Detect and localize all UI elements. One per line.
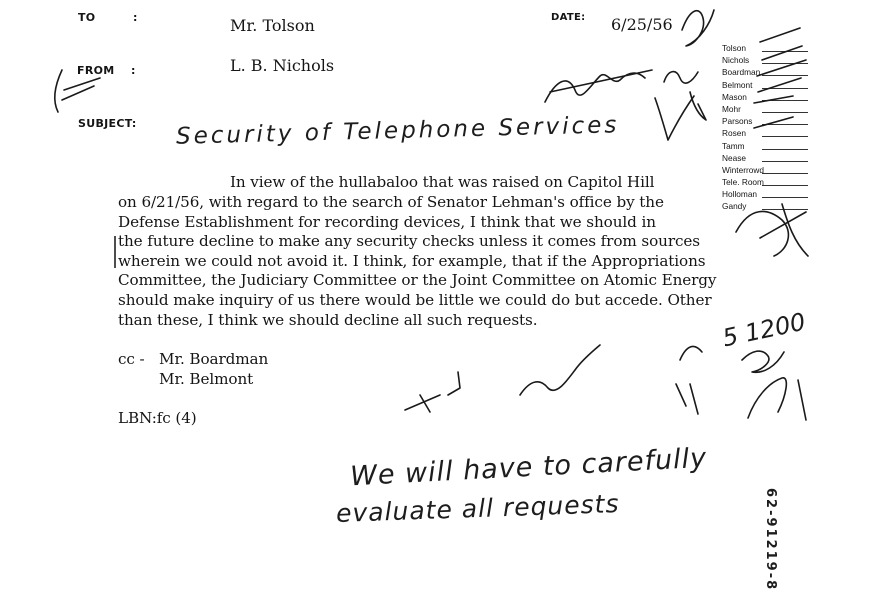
to-colon: :: [133, 11, 138, 24]
routing-item: Mohr: [722, 104, 812, 116]
subject-value: Security of Telephone Services: [175, 112, 620, 150]
cc-recipient: Mr. Boardman: [159, 350, 269, 368]
margin-mark: [55, 70, 62, 112]
body-line-6: Committee, the Judiciary Committee or the Joint Committee on Atomic Energy: [118, 271, 717, 289]
body-line-3: Defense Establishment for recording devices, I think that we should in: [118, 213, 656, 231]
routing-item: Nichols: [722, 55, 812, 67]
routing-item: Winterrowd: [722, 165, 812, 177]
routing-item: Gandy: [722, 201, 812, 213]
from-colon: :: [131, 64, 136, 77]
subject-label: SUBJECT:: [78, 117, 137, 130]
routing-item: Mason: [722, 92, 812, 104]
body-line-2: on 6/21/56, with regard to the search of Senator Lehman's office by the: [118, 193, 664, 211]
routing-item: Holloman: [722, 189, 812, 201]
date-initials: [682, 10, 714, 46]
routing-item: Boardman: [722, 67, 812, 79]
date-label: DATE:: [551, 12, 586, 23]
routing-item: Parsons: [722, 116, 812, 128]
body-line-5: wherein we could not avoid it. I think, for example, that if the Appropriations: [118, 252, 706, 270]
body-line-8: than these, I think we should decline all such requests.: [118, 311, 538, 329]
routing-item: Tolson: [722, 43, 812, 55]
to-label: TO: [78, 11, 96, 24]
body-line-7: should make inquiry of us there would be little we could do but accede. Other: [118, 291, 712, 309]
date-value: 6/25/56: [611, 15, 673, 34]
routing-item: Rosen: [722, 128, 812, 140]
routing-item: Tamm: [722, 141, 812, 153]
routing-item: Nease: [722, 153, 812, 165]
cc-label: cc -: [118, 350, 145, 368]
body-line-4: the future decline to make any security checks unless it comes from sources: [118, 232, 700, 250]
routing-item: Tele. Room: [722, 177, 812, 189]
reference-initials: LBN:fc (4): [118, 409, 197, 427]
side-file-number: 62-91219-8: [763, 488, 778, 591]
routing-item: Belmont: [722, 80, 812, 92]
body-line-1: In view of the hullabaloo that was raised on Capitol Hill: [230, 173, 655, 191]
handwritten-note-line-2: evaluate all requests: [335, 489, 620, 528]
to-value: Mr. Tolson: [230, 16, 315, 35]
handwritten-note-line-1: We will have to carefully: [349, 442, 708, 493]
routing-list: [722, 43, 812, 214]
from-value: L. B. Nichols: [230, 56, 335, 75]
handwritten-file-number: 5 1200: [720, 307, 808, 353]
cc-recipient: Mr. Belmont: [159, 370, 254, 388]
from-label: FROM: [77, 64, 115, 77]
signature-scribble: [545, 73, 645, 102]
